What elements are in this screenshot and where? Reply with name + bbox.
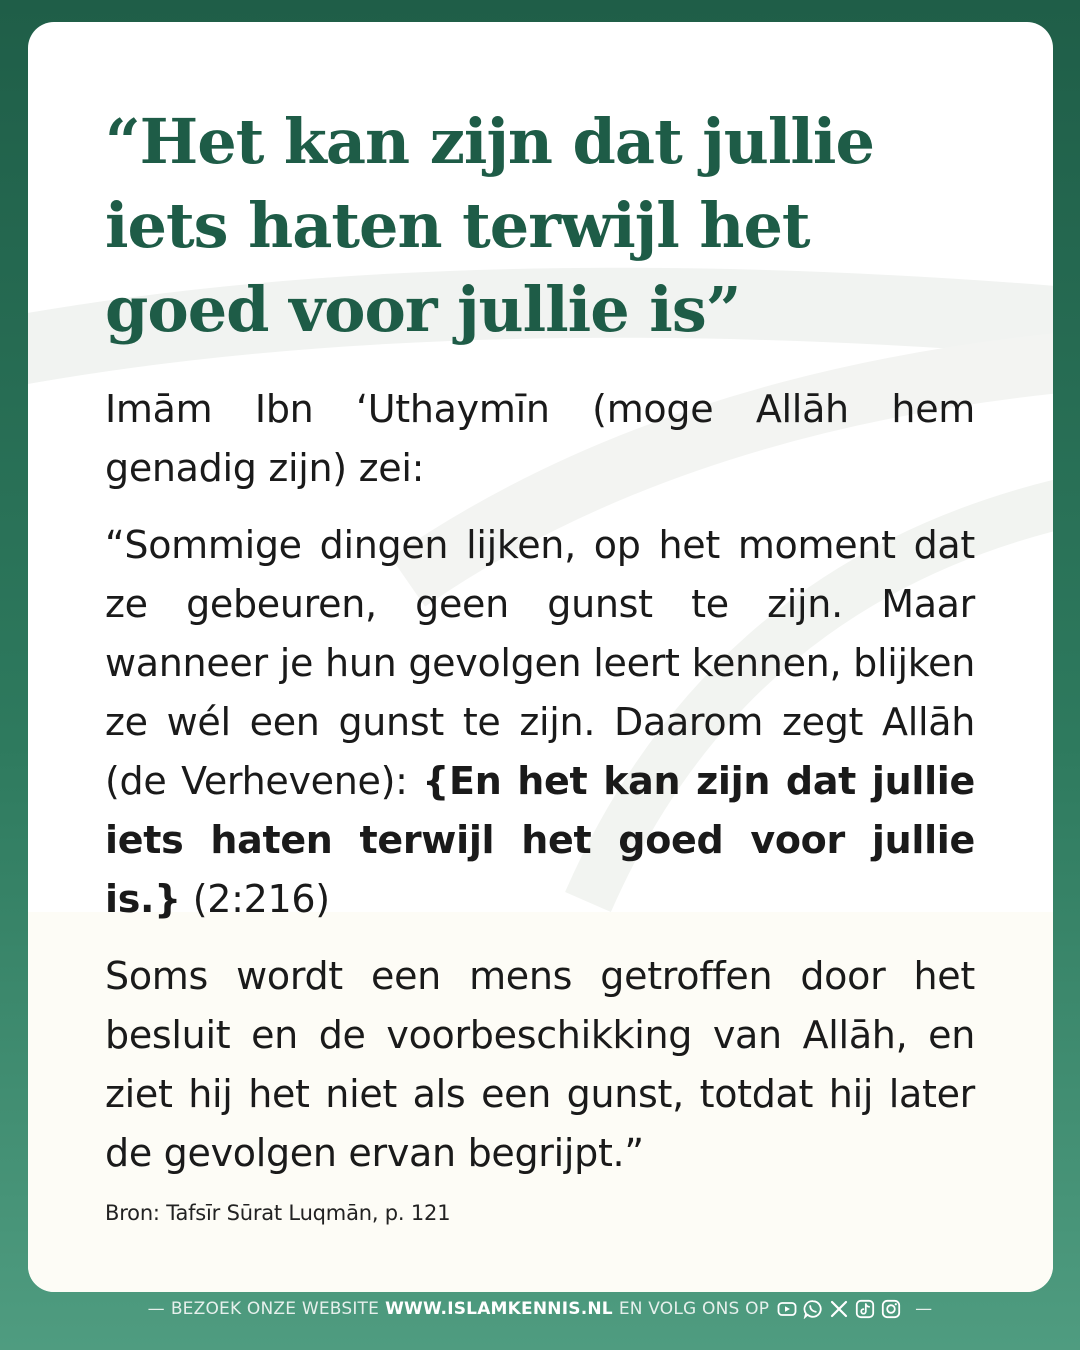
content-card [28, 22, 1053, 1292]
article [105, 100, 975, 1225]
closing-paragraph: Soms wordt een mens getroffen door het besluit en de voorbeschikking van Allāh, en ziet hij het niet als een gunst, totdat hij later de gevolgen ervan begrijpt.” [105, 954, 975, 1175]
verse-reference: (2:216) [180, 877, 330, 921]
quote-text: “Sommige dingen lijken, op het moment dat ze gebeuren, geen gunst te zijn. Maar wanneer je hun gevolgen leert kennen, blijken ze wél een gunst te zijn. Daarom zegt Allāh (de Verhevene): [105, 523, 975, 803]
whatsapp-icon[interactable] [803, 1299, 823, 1319]
source-citation: Bron: Tafsīr Sūrat Luqmān, p. 121 [105, 1201, 451, 1225]
footer-bar [0, 1296, 1080, 1322]
instagram-icon[interactable] [881, 1299, 901, 1319]
tiktok-icon[interactable] [855, 1299, 875, 1319]
website-link[interactable]: WWW.ISLAMKENNIS.NL [385, 1299, 613, 1319]
youtube-icon[interactable] [777, 1299, 797, 1319]
social-icons [777, 1299, 901, 1319]
footer-dash-right: — [915, 1299, 933, 1319]
footer-visit-text: BEZOEK ONZE WEBSITE [170, 1299, 380, 1319]
intro-text: Imām Ibn ‘Uthaymīn (moge Allāh hem genadig zijn) zei: [105, 387, 975, 490]
quote-paragraph [105, 516, 975, 929]
x-icon[interactable] [829, 1299, 849, 1319]
footer-dash-left: — [147, 1299, 165, 1319]
quran-verse: {En het kan zijn dat jullie iets haten terwijl het goed voor jullie is.} [105, 759, 975, 921]
headline: “Het kan zijn dat jullie iets haten terwijl het goed voor jullie is” [105, 105, 874, 346]
footer-follow-text: EN VOLG ONS OP [618, 1299, 770, 1319]
